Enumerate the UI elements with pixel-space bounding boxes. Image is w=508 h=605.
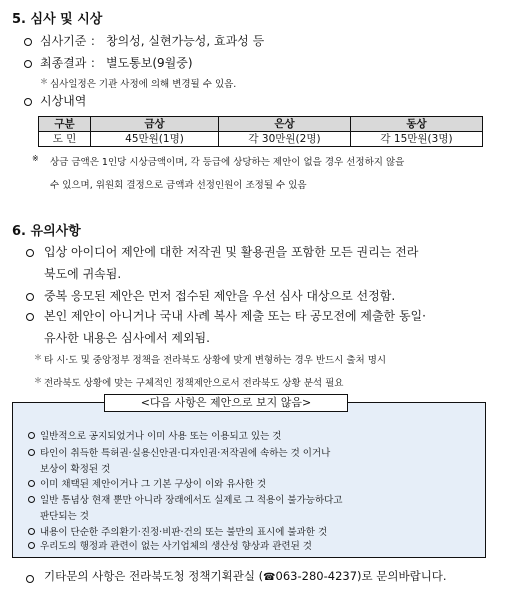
header-gold: 금상 xyxy=(91,117,219,132)
exclusion-item: 내용이 단순한 주의환기·진정·비판·건의 또는 불만의 표시에 불과한 것 xyxy=(40,527,328,538)
notice-item1-line1: 입상 아이디어 제안에 대한 저작권 및 활용권을 포함한 모든 권리는 전라 xyxy=(44,245,419,259)
asterisk-icon: ＊ xyxy=(40,77,48,86)
circle-bullet-icon xyxy=(28,449,35,456)
cell-bronze: 각 15만원(3명) xyxy=(351,132,483,147)
header-bronze: 동상 xyxy=(351,117,483,132)
exclusion-item: 이미 채택된 제안이거나 그 기본 구상이 이와 유사한 것 xyxy=(40,479,267,490)
circle-bullet-icon xyxy=(26,313,34,321)
exclusion-item-cont: 보상이 확정된 것 xyxy=(40,464,111,475)
notice-item3-line1: 본인 제안이 아니거나 국내 사례 복사 제출 또는 타 공모전에 제출한 동일· xyxy=(44,309,426,323)
circle-bullet-icon xyxy=(28,480,35,487)
award-note-line1: 상금 금액은 1인당 시상금액이며, 각 등급에 상당하는 제안이 없을 경우 선정하지 않을 xyxy=(50,157,405,168)
cell-gold: 45만원(1명) xyxy=(91,132,219,147)
notice-item2: 중복 응모된 제안은 먼저 접수된 제안을 우선 심사 대상으로 선정함. xyxy=(44,289,396,303)
contact-line xyxy=(44,568,447,584)
circle-bullet-icon xyxy=(26,293,34,301)
exclusion-item-cont: 판단되는 것 xyxy=(40,511,89,522)
award-note-line2: 수 있으며, 위원회 결정으로 금액과 선정인원이 조정될 수 있음 xyxy=(50,180,307,191)
criteria-text: 심사기준 ： 창의성, 실현가능성, 효과성 등 xyxy=(40,34,265,48)
contact-text-pre: 기타문의 사항은 전라북도청 정책기획관실 ( xyxy=(44,569,264,583)
contact-phone: 063-280-4237 xyxy=(275,569,358,583)
section6-title: 6. 유의사항 xyxy=(12,224,81,239)
section5-title: 5. 심사 및 시상 xyxy=(12,12,103,27)
circle-bullet-icon xyxy=(28,496,35,503)
notice-star1: 타 시·도 및 중앙정부 정책을 전라북도 상황에 맞게 변형하는 경우 반드시 출처 명시 xyxy=(44,355,387,366)
notice-item1-line2: 북도에 귀속됨. xyxy=(44,267,122,281)
asterisk-icon: ＊ xyxy=(34,353,42,362)
cell-silver: 각 30만원(2명) xyxy=(219,132,351,147)
award-table xyxy=(38,116,483,147)
awards-label: 시상내역 xyxy=(40,94,87,108)
award-table-row xyxy=(39,132,483,147)
exclusion-item: 타인이 취득한 특허권·실용신안권·디자인권·저작권에 속하는 것 이거나 xyxy=(40,448,331,459)
circle-bullet-icon xyxy=(24,60,32,68)
cell-category: 도 민 xyxy=(39,132,91,147)
circle-bullet-icon xyxy=(26,249,34,257)
circle-bullet-icon xyxy=(24,38,32,46)
exclusion-item: 일반 통념상 현재 뿐만 아니라 장래에서도 실제로 그 적용이 불가능하다고 xyxy=(40,495,343,506)
circle-bullet-icon xyxy=(28,528,35,535)
exclusion-box-title: <다음 사항은 제안으로 보지 않음> xyxy=(104,394,348,412)
circle-bullet-icon xyxy=(28,542,35,549)
contact-text-post: )로 문의바랍니다. xyxy=(357,569,447,583)
award-table-header xyxy=(39,117,483,132)
result-text: 최종결과 ： 별도통보(9월중) xyxy=(40,56,193,70)
circle-bullet-icon xyxy=(28,432,35,439)
circle-bullet-icon xyxy=(24,98,32,106)
schedule-note: 심사일정은 기관 사정에 의해 변경될 수 있음. xyxy=(50,79,237,90)
exclusion-item: 우리도의 행정과 관련이 없는 사기업체의 생산성 향상과 관련된 것 xyxy=(40,541,312,552)
notice-star2: 전라북도 상황에 맞는 구체적인 정책제안으로서 전라북도 상황 분석 필요 xyxy=(44,378,344,389)
notice-item3-line2: 유사한 내용은 심사에서 제외됨. xyxy=(44,331,210,345)
phone-icon: ☎ xyxy=(263,572,276,583)
header-category: 구분 xyxy=(39,117,91,132)
exclusion-item: 일반적으로 공지되었거나 이미 사용 또는 이용되고 있는 것 xyxy=(40,431,282,442)
reference-mark-icon: ※ xyxy=(32,154,39,163)
circle-bullet-icon xyxy=(26,575,34,583)
asterisk-icon: ＊ xyxy=(34,376,42,385)
header-silver: 은상 xyxy=(219,117,351,132)
